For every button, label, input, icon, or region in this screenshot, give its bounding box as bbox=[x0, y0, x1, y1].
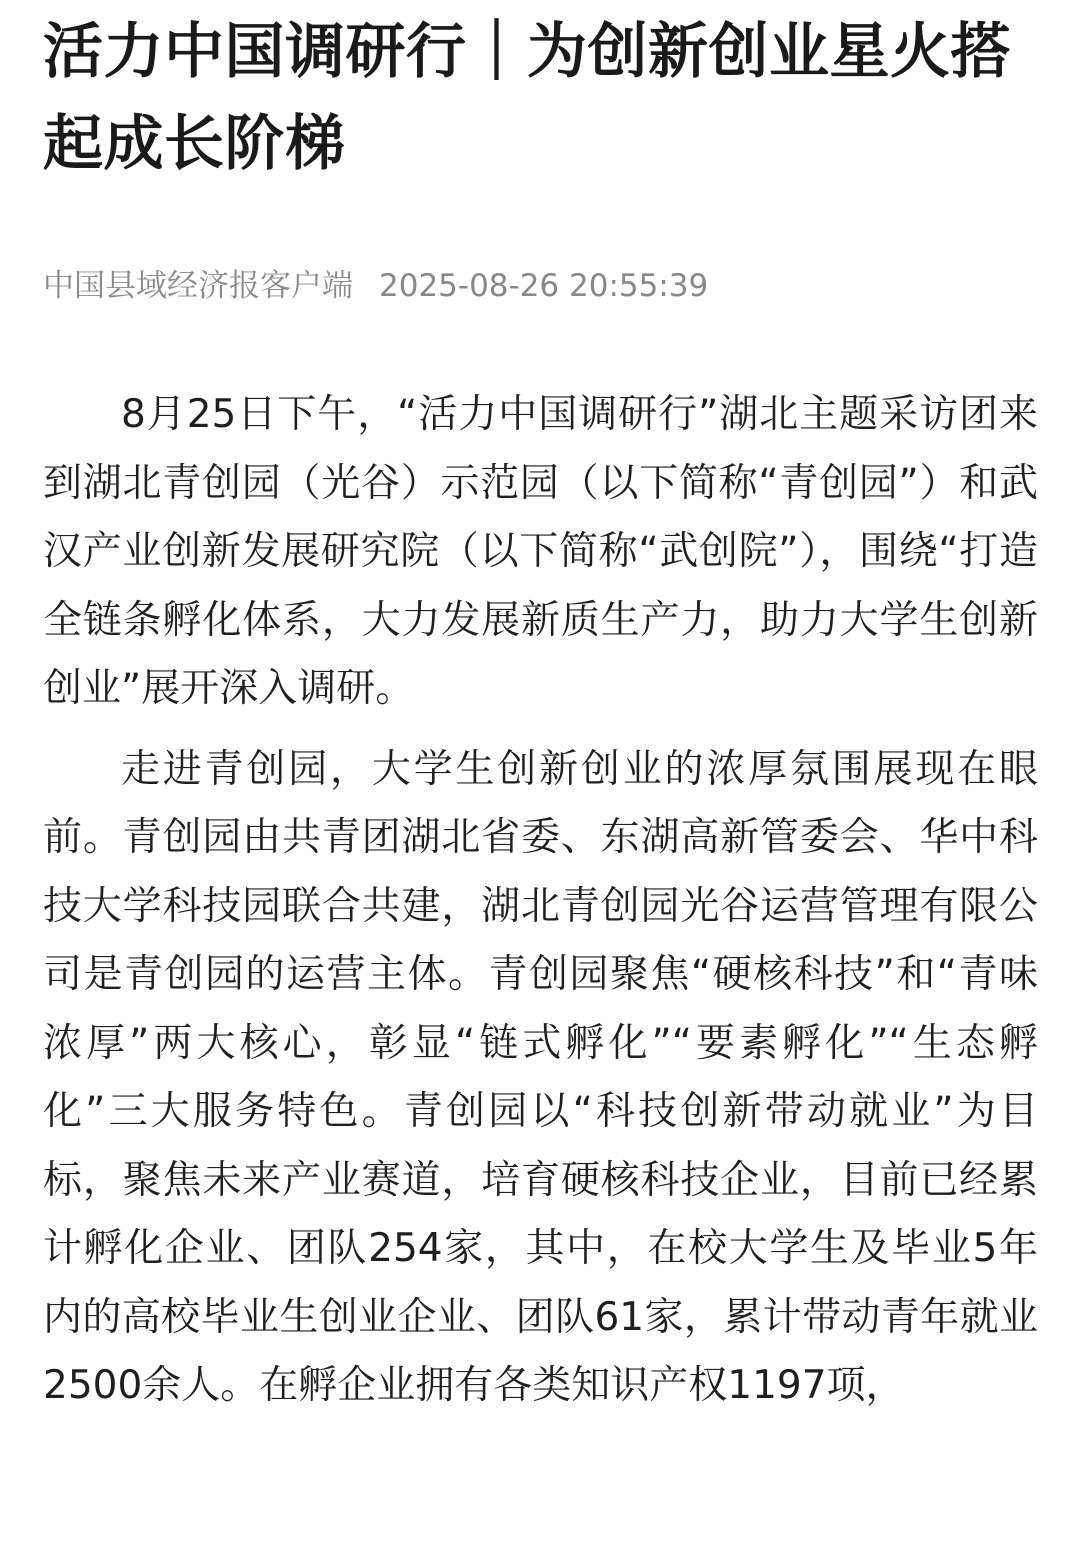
article-body bbox=[43, 381, 1038, 1421]
article-meta bbox=[43, 264, 1038, 308]
paragraph: 8月25日下午，“活力中国调研行”湖北主题采访团来到湖北青创园（光谷）示范园（以下简称“青创园”）和武汉产业创新发展研究院（以下简称“武创院”），围绕“打造全链条孵化体系，大力发展新质生产力，助力大学生创新创业”展开深入调研。 bbox=[43, 392, 1038, 711]
article-datetime: 2025-08-26 20:55:39 bbox=[379, 268, 709, 304]
paragraph: 走进青创园，大学生创新创业的浓厚氛围展现在眼前。青创园由共青团湖北省委、东湖高新管委会、华中科技大学科技园联合共建，湖北青创园光谷运营管理有限公司是青创园的运营主体。青创园聚焦“硬核科技”和“青味浓厚”两大核心，彰显“链式孵化”“要素孵化”“生态孵化”三大服务特色。青创园以“科技创新带动就业”为目标，聚焦未来产业赛道，培育硬核科技企业，目前已经累计孵化企业、团队254家，其中，在校大学生及毕业5年内的高校毕业生创业企业、团队61家，累计带动青年就业2500余人。在孵企业拥有各类知识产权1197项， bbox=[43, 746, 1038, 1408]
article-title: 活力中国调研行｜为创新创业星火搭起成长阶梯 bbox=[43, 17, 1011, 179]
article-source[interactable]: 中国县域经济报客户端 bbox=[43, 268, 353, 304]
